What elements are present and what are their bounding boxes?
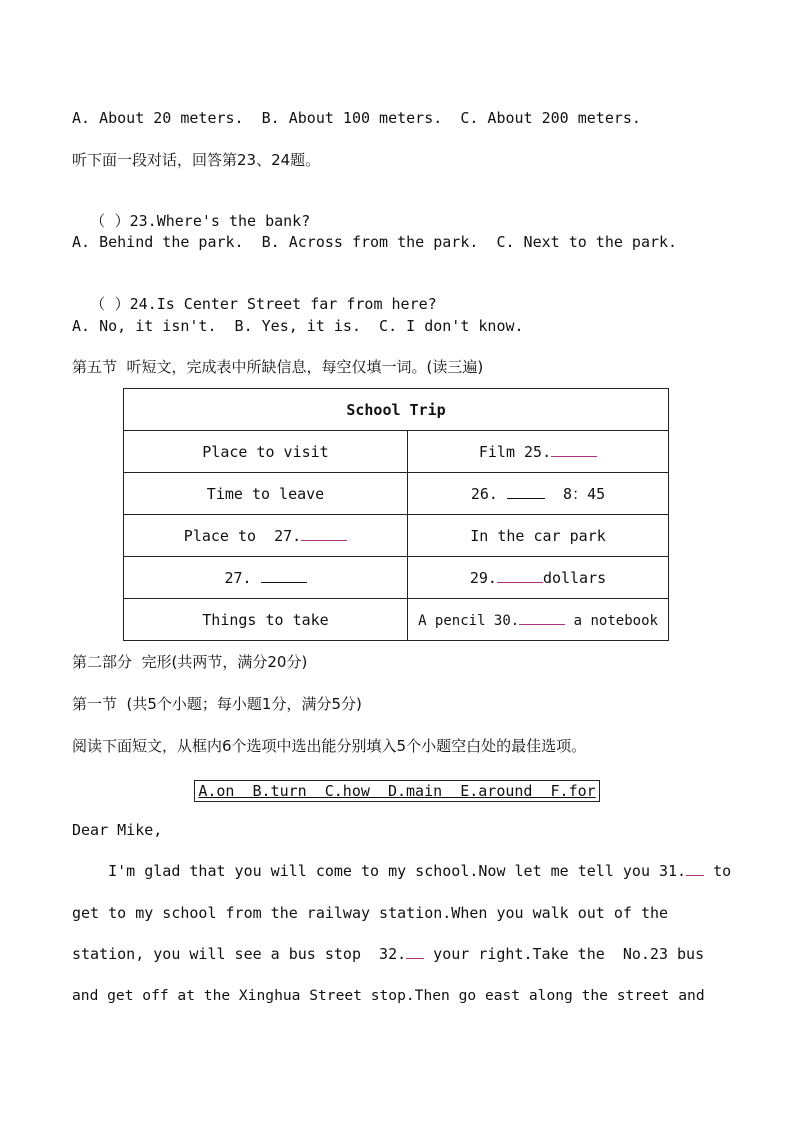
- letter-line: get to my school from the railway station.When you walk out of the: [72, 904, 669, 922]
- question-23: [72, 191, 310, 231]
- table-cell: [124, 557, 408, 599]
- letter-text: your right.Take the No.23 bus: [424, 945, 705, 963]
- cell-text: 29.: [469, 569, 497, 587]
- q22-options: A. About 20 meters. B. About 100 meters. C. About 200 meters.: [72, 109, 641, 127]
- table-row: [124, 431, 669, 473]
- table-cell: Time to leave: [124, 473, 408, 515]
- letter-text: station, you will see a bus stop 32.: [72, 945, 407, 963]
- cell-text: Place to 27.: [183, 527, 302, 545]
- answer-blank-25[interactable]: [551, 442, 597, 457]
- table-cell: [408, 473, 669, 515]
- table-cell: Place to visit: [124, 431, 408, 473]
- option-list: A.on B.turn C.how D.main E.around F.for: [198, 782, 596, 800]
- cell-text: A pencil 30.: [418, 613, 520, 629]
- answer-blank-27[interactable]: [301, 526, 347, 541]
- answer-blank-29[interactable]: [497, 568, 543, 583]
- table-row: [124, 473, 669, 515]
- letter-greeting: Dear Mike,: [72, 821, 163, 839]
- letter-text: to: [704, 862, 732, 880]
- table-cell: [408, 431, 669, 473]
- table-row: [124, 515, 669, 557]
- section1-title: 第一节 (共5个小题；每小题1分，满分5分): [72, 695, 362, 713]
- answer-bracket: （ ）: [90, 212, 130, 230]
- table-row: [124, 599, 669, 641]
- table-cell: [408, 557, 669, 599]
- cell-text: a notebook: [565, 613, 658, 629]
- q23-options: A. Behind the park. B. Across from the park. C. Next to the park.: [72, 233, 678, 251]
- q24-options: A. No, it isn't. B. Yes, it is. C. I don't know.: [72, 317, 524, 335]
- section1-instruction: 阅读下面短文，从框内6个选项中选出能分别填入5个小题空白处的最佳选项。: [72, 737, 587, 755]
- answer-blank-26[interactable]: [507, 484, 545, 499]
- cell-text: dollars: [542, 569, 607, 587]
- question-24: [72, 274, 437, 314]
- question-text: 24.Is Center Street far from here?: [129, 295, 437, 313]
- cell-text: 27.: [224, 569, 261, 587]
- answer-blank-32[interactable]: [406, 944, 424, 959]
- table-cell: [408, 599, 669, 641]
- option-box: [194, 780, 600, 802]
- answer-blank-30[interactable]: [519, 610, 565, 625]
- table-title: School Trip: [124, 389, 669, 431]
- answer-blank-31[interactable]: [686, 861, 704, 876]
- cell-text: 8：45: [544, 485, 606, 503]
- answer-bracket: （ ）: [90, 295, 130, 313]
- school-trip-table: [123, 388, 669, 641]
- part2-title: 第二部分 完形(共两节，满分20分): [72, 653, 308, 671]
- listen-instruction: 听下面一段对话，回答第23、24题。: [72, 151, 321, 169]
- table-row: [124, 557, 669, 599]
- question-text: 23.Where's the bank?: [129, 212, 311, 230]
- table-cell: In the car park: [408, 515, 669, 557]
- table-cell: [124, 515, 408, 557]
- letter-line: and get off at the Xinghua Street stop.Then go east along the street and: [72, 987, 705, 1004]
- letter-text: I'm glad that you will come to my school.Now let me tell you 31.: [72, 862, 687, 880]
- letter-line: [72, 944, 704, 964]
- section5-title: 第五节 听短文，完成表中所缺信息，每空仅填一词。(读三遍): [72, 358, 484, 376]
- table-title-row: [124, 389, 669, 431]
- cell-text: Film 25.: [478, 443, 552, 461]
- cell-text: 26.: [470, 485, 507, 503]
- table-cell: Things to take: [124, 599, 408, 641]
- letter-line: [72, 861, 731, 881]
- answer-blank-28[interactable]: [261, 568, 307, 583]
